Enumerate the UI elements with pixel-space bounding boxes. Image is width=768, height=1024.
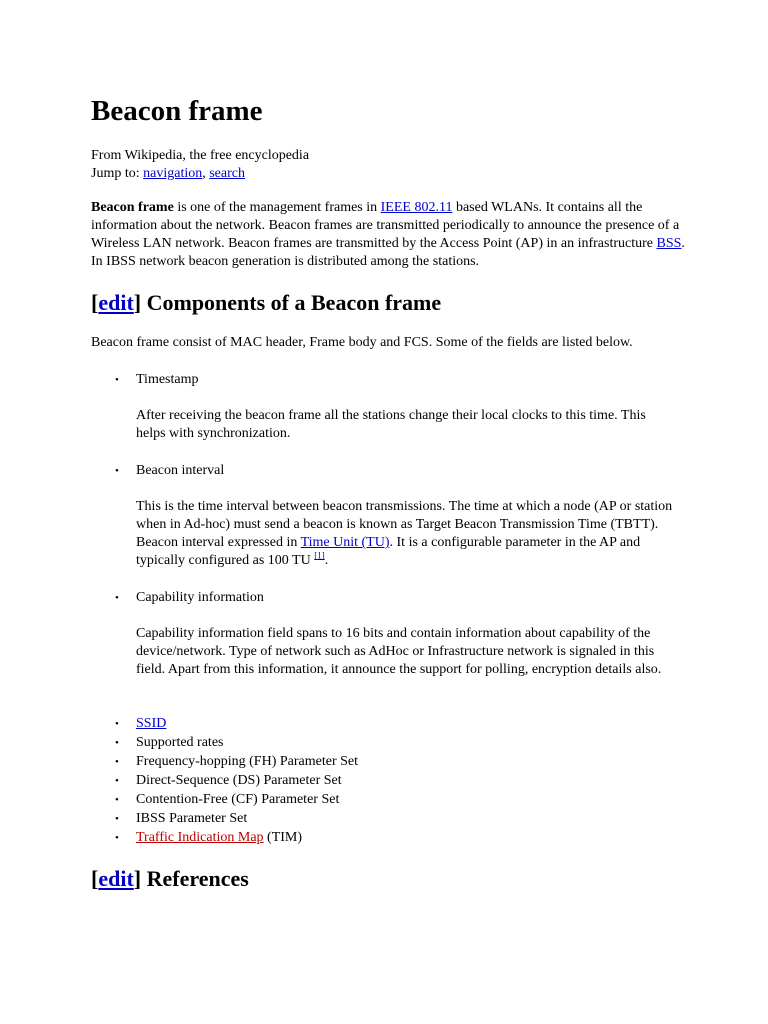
jump-to-label: Jump to:: [91, 166, 140, 181]
capability-description: Capability information field spans to 16 bits and contain information about capability of the device/network. Type of network such as AdHoc or Infrastructure network is signaled in this field. Apart from this information, it announce the support for polling, encryption details also.: [136, 626, 662, 677]
bullet-icon: •: [115, 592, 119, 604]
jump-to: [91, 165, 309, 183]
edit-bracket: [: [91, 866, 99, 891]
jump-separator: ,: [202, 166, 206, 181]
list-item-ssid: [115, 715, 166, 733]
ieee-80211-link[interactable]: IEEE 802.11: [380, 200, 453, 215]
edit-components-link[interactable]: edit: [98, 290, 134, 315]
description-text: This is the time interval between beacon transmissions. The time at which a node (AP or station when in Ad-hoc) must send a beacon is known as Target Beacon Transmission Time (TBTT). Beacon interval expressed in: [136, 499, 673, 550]
lead-text: . In IBSS network beacon generation is distributed among the stations.: [91, 236, 685, 269]
list-item-label: IBSS Parameter Set: [136, 811, 248, 826]
list-item-label: (TIM): [263, 830, 303, 845]
list-item-timestamp: [115, 371, 199, 389]
edit-references-link[interactable]: edit: [98, 866, 134, 891]
list-item-label: Frequency-hopping (FH) Parameter Set: [136, 754, 358, 769]
tim-link[interactable]: Traffic Indication Map: [136, 830, 264, 845]
edit-bracket: ]: [133, 866, 142, 891]
components-intro: Beacon frame consist of MAC header, Frame body and FCS. Some of the fields are listed below.: [91, 335, 633, 350]
description-text: .: [324, 553, 329, 568]
lead-text: is one of the management frames in: [173, 200, 381, 215]
list-item-fh: [115, 753, 358, 771]
list-item-label: Timestamp: [136, 372, 199, 387]
timestamp-description: After receiving the beacon frame all the stations change their local clocks to this time. This helps with synchronization.: [136, 408, 646, 441]
beacon-interval-description: [136, 498, 676, 570]
jump-navigation-link[interactable]: navigation: [143, 166, 203, 181]
edit-bracket: [: [91, 290, 99, 315]
bullet-icon: •: [115, 775, 119, 787]
list-item-label: Capability information: [136, 590, 264, 605]
bullet-icon: •: [115, 718, 119, 730]
list-item-cf: [115, 791, 339, 809]
ssid-link[interactable]: SSID: [136, 716, 167, 731]
time-unit-link[interactable]: Time Unit (TU): [300, 535, 390, 550]
bullet-icon: •: [115, 794, 119, 806]
list-item-tim: [115, 829, 302, 847]
section-title: Components of a Beacon frame: [141, 290, 442, 315]
bss-link[interactable]: BSS: [656, 236, 682, 251]
bullet-icon: •: [115, 813, 119, 825]
jump-search-link[interactable]: search: [209, 166, 245, 181]
list-item-label: Supported rates: [136, 735, 224, 750]
bullet-icon: •: [115, 756, 119, 768]
section-heading-components: [91, 289, 441, 317]
lead-paragraph: [91, 199, 691, 271]
lead-text: based WLANs. It contains all the information about the network. Beacon frames are transmitted periodically to announce the presence of a Wireless LAN network. Beacon frames are transmitted by the Access Point (AP) in an infrastructure: [91, 200, 680, 251]
list-item-supported-rates: [115, 734, 223, 752]
lead-bold-term: Beacon frame: [91, 200, 174, 215]
tagline: From Wikipedia, the free encyclopedia: [91, 148, 310, 163]
list-item-label: Contention-Free (CF) Parameter Set: [136, 792, 340, 807]
bullet-icon: •: [115, 832, 119, 844]
citation-1-link[interactable]: [1]: [314, 550, 325, 561]
description-text: . It is a configurable parameter in the AP and typically configured as 100 TU: [136, 535, 641, 568]
list-item-beacon-interval: [115, 462, 224, 480]
list-item-label: Direct-Sequence (DS) Parameter Set: [136, 773, 342, 788]
bullet-icon: •: [115, 737, 119, 749]
bullet-icon: •: [115, 374, 119, 386]
page-title: Beacon frame: [91, 95, 263, 127]
section-heading-references: [91, 865, 249, 893]
section-title: References: [141, 866, 249, 891]
edit-bracket: ]: [133, 290, 142, 315]
list-item-ds: [115, 772, 342, 790]
site-sub: [91, 147, 309, 183]
list-item-capability: [115, 589, 264, 607]
list-item-ibss: [115, 810, 247, 828]
bullet-icon: •: [115, 465, 119, 477]
list-item-label: Beacon interval: [136, 463, 225, 478]
